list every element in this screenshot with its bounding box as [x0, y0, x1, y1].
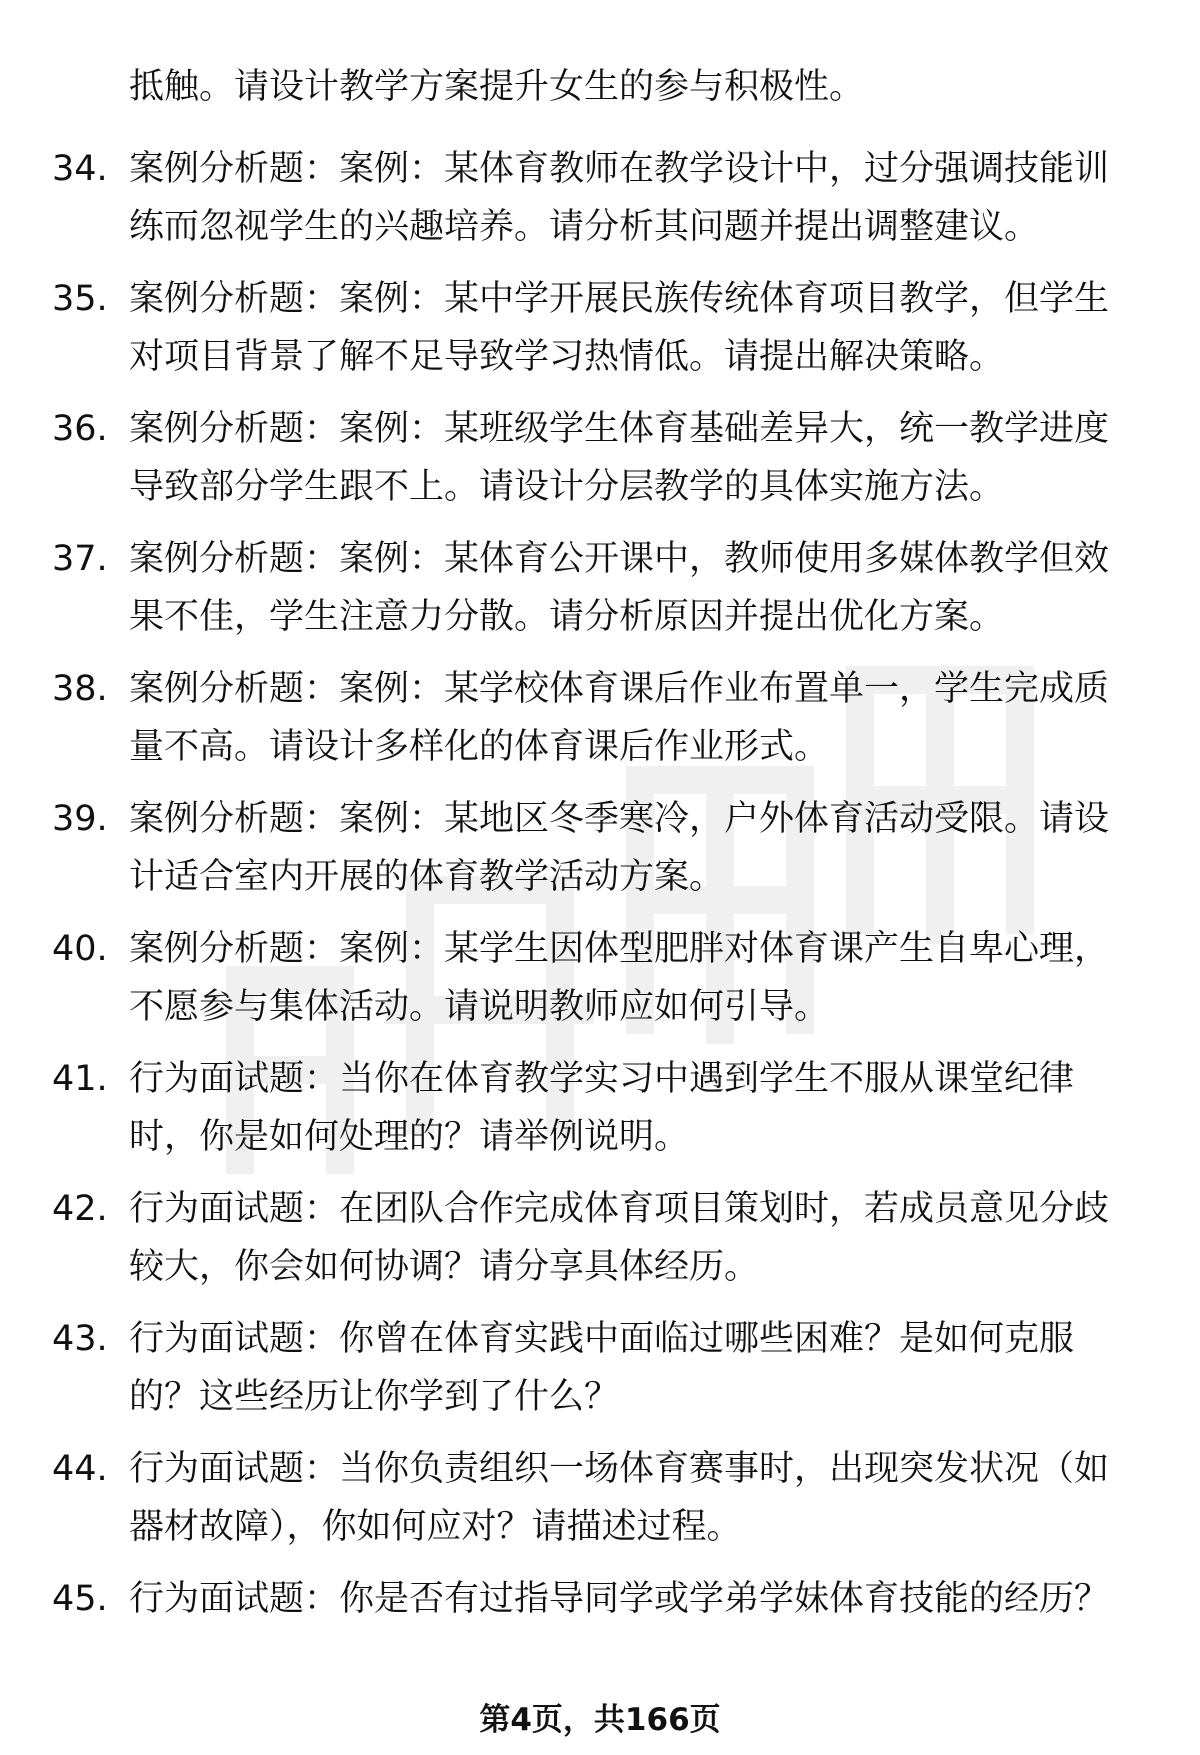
- question-line: 行为面试题：你曾在体育实践中面临过哪些困难？是如何克服: [129, 1319, 1075, 1359]
- question-line: 的？这些经历让你学到了什么？: [129, 1377, 620, 1417]
- question-item: [0, 1310, 1200, 1440]
- question-text: [129, 1440, 1139, 1556]
- question-line: 不愿参与集体活动。请说明教师应如何引导。: [129, 987, 830, 1027]
- question-number: 44.: [52, 1449, 108, 1489]
- question-item: [0, 1440, 1200, 1570]
- question-number: 45.: [52, 1579, 108, 1619]
- question-text: [129, 270, 1139, 386]
- question-number: 35.: [52, 279, 108, 319]
- question-item: [0, 920, 1200, 1050]
- question-number: 41.: [52, 1059, 108, 1099]
- question-line: 行为面试题：当你在体育教学实习中遇到学生不服从课堂纪律: [129, 1059, 1075, 1099]
- question-line: 量不高。请设计多样化的体育课后作业形式。: [129, 727, 830, 767]
- question-item: [0, 790, 1200, 920]
- question-text: [129, 790, 1139, 906]
- question-text: [129, 1310, 1139, 1426]
- question-number: 43.: [52, 1319, 108, 1359]
- question-line: 案例分析题：案例：某体育教师在教学设计中，过分强调技能训: [129, 149, 1110, 189]
- question-item: [0, 530, 1200, 660]
- question-item: [0, 270, 1200, 400]
- question-line: 练而忽视学生的兴趣培养。请分析其问题并提出调整建议。: [129, 207, 1040, 247]
- question-text: [129, 1570, 1139, 1628]
- question-list: [0, 140, 1200, 1700]
- question-line: 行为面试题：当你负责组织一场体育赛事时，出现突发状况（如: [129, 1449, 1110, 1489]
- question-line: 对项目背景了解不足导致学习热情低。请提出解决策略。: [129, 337, 1005, 377]
- question-number: 34.: [52, 149, 108, 189]
- question-text: [129, 920, 1139, 1036]
- question-line: 行为面试题：在团队合作完成体育项目策划时，若成员意见分歧: [129, 1189, 1110, 1229]
- question-line: 行为面试题：你是否有过指导同学或学弟学妹体育技能的经历？: [129, 1579, 1110, 1619]
- question-number: 36.: [52, 409, 108, 449]
- question-item: [0, 400, 1200, 530]
- question-text: [129, 660, 1139, 776]
- question-line: 案例分析题：案例：某地区冬季寒冷，户外体育活动受限。请设: [129, 799, 1110, 839]
- question-item: [0, 1570, 1200, 1700]
- page-footer: 第4页，共166页: [479, 1702, 721, 1738]
- question-line: 案例分析题：案例：某学校体育课后作业布置单一，学生完成质: [129, 669, 1110, 709]
- question-line: 较大，你会如何协调？请分享具体经历。: [129, 1247, 760, 1287]
- question-text: [129, 400, 1139, 516]
- question-text: [129, 140, 1139, 256]
- question-text: [129, 530, 1139, 646]
- question-line: 时，你是如何处理的？请举例说明。: [129, 1117, 690, 1157]
- question-line: 案例分析题：案例：某班级学生体育基础差异大，统一教学进度: [129, 409, 1110, 449]
- continuation-text: 抵触。请设计教学方案提升女生的参与积极性。: [129, 67, 865, 107]
- question-line: 计适合室内开展的体育教学活动方案。: [129, 857, 725, 897]
- question-item: [0, 140, 1200, 270]
- question-number: 38.: [52, 669, 108, 709]
- question-item: [0, 660, 1200, 790]
- question-item: [0, 1180, 1200, 1310]
- question-line: 器材故障），你如何应对？请描述过程。: [129, 1507, 742, 1547]
- question-line: 果不佳，学生注意力分散。请分析原因并提出优化方案。: [129, 597, 1005, 637]
- question-item: [0, 1050, 1200, 1180]
- question-text: [129, 1180, 1139, 1296]
- question-line: 导致部分学生跟不上。请设计分层教学的具体实施方法。: [129, 467, 1005, 507]
- question-number: 40.: [52, 929, 108, 969]
- question-number: 39.: [52, 799, 108, 839]
- question-line: 案例分析题：案例：某学生因体型肥胖对体育课产生自卑心理，: [129, 929, 1110, 969]
- question-line: 案例分析题：案例：某中学开展民族传统体育项目教学，但学生: [129, 279, 1110, 319]
- question-number: 42.: [52, 1189, 108, 1229]
- question-number: 37.: [52, 539, 108, 579]
- question-text: [129, 1050, 1139, 1166]
- question-line: 案例分析题：案例：某体育公开课中，教师使用多媒体教学但效: [129, 539, 1110, 579]
